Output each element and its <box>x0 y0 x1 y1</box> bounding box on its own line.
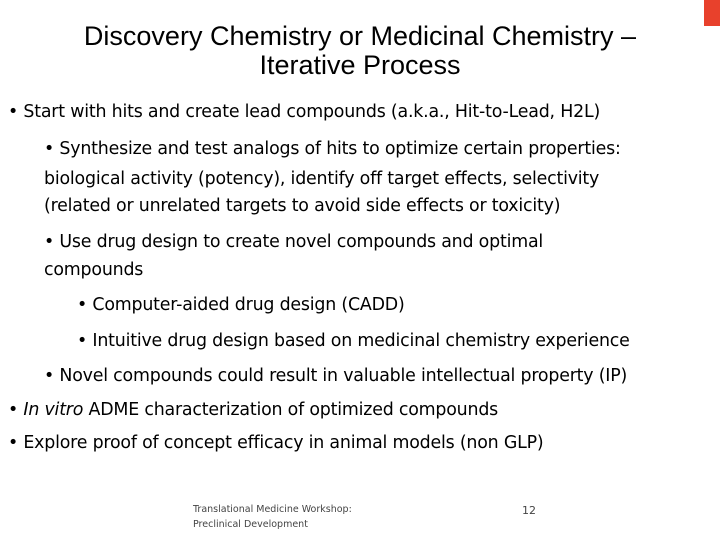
bullet-l2-cont-2: (related or unrelated targets to avoid side effects or toxicity) <box>44 196 561 216</box>
title-line-1: Discovery Chemistry or Medicinal Chemistry – <box>83 21 637 51</box>
footer-line-2: Preclinical Development <box>193 519 308 530</box>
footer-text <box>193 502 352 532</box>
title-line-2: Iterative Process <box>259 50 461 80</box>
bullet-l2: • Synthesize and test analogs of hits to optimize certain properties: <box>44 139 621 159</box>
page-number: 12 <box>522 504 536 517</box>
bullet-l1-adme <box>8 397 498 425</box>
bullet-l3-cadd: • Computer-aided drug design (CADD) <box>77 295 405 315</box>
adme-italic: In vitro <box>23 400 84 420</box>
bullet-l2-design-cont: compounds <box>44 260 144 280</box>
bullet-l1-efficacy: • Explore proof of concept efficacy in animal models (non GLP) <box>8 433 544 453</box>
footer-line-1: Translational Medicine Workshop: <box>193 504 352 515</box>
bullet-l2-design: • Use drug design to create novel compounds and optimal <box>44 232 544 252</box>
bullet-l2-cont-1: biological activity (potency), identify off target effects, selectivity <box>44 169 600 189</box>
bullet-l3-intuitive: • Intuitive drug design based on medicinal chemistry experience <box>77 331 630 351</box>
adme-suffix: ADME characterization of optimized compounds <box>83 400 499 420</box>
bullet-l2-novel: • Novel compounds could result in valuable intellectual property (IP) <box>44 366 628 386</box>
bullet-l1: • Start with hits and create lead compounds (a.k.a., Hit-to-Lead, H2L) <box>8 102 601 122</box>
adme-prefix: • <box>8 400 24 420</box>
slide-title <box>0 22 720 80</box>
